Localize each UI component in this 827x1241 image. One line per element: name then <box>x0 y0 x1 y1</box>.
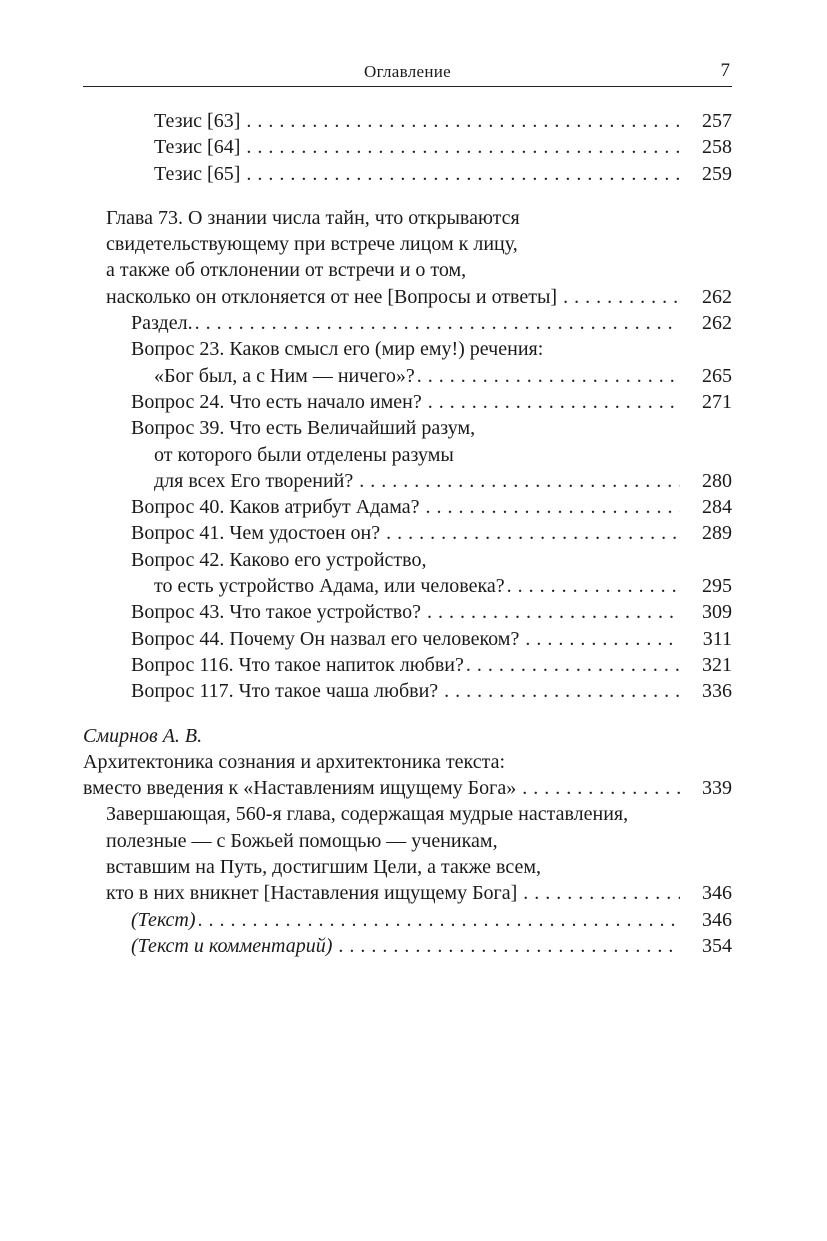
dot-leader <box>246 108 680 134</box>
dot-leader <box>426 494 681 520</box>
dot-leader <box>359 468 680 494</box>
dot-leader <box>444 678 680 704</box>
chapter-560-line-1: Завершающая, 560-я глава, содержащая мудрые наставления, <box>106 803 629 826</box>
chapter-73-title-line-2: свидетельствующему при встрече лицом к лицу, <box>106 233 518 256</box>
dot-leader <box>563 284 680 310</box>
toc-entry-thesis-65[interactable]: Тезис [65] . . . 259 <box>154 161 732 187</box>
toc-entry-q42[interactable]: то есть устройство Адама, или человека? . . . 295 <box>154 573 732 599</box>
toc-entry-q39-line-1: Вопрос 39. Что есть Величайший разум, <box>131 417 476 440</box>
chapter-560-line-2: полезные — с Божьей помощью — ученикам, <box>106 829 498 852</box>
toc-entry-q42-line-1: Вопрос 42. Каково его устройство, <box>131 548 427 571</box>
toc-entry-architectonics[interactable]: вместо введения к «Наставлениям ищущему Бога» . . . 339 <box>83 775 732 801</box>
dot-leader <box>466 652 680 678</box>
running-header <box>83 60 732 87</box>
header-page-number: 7 <box>720 60 730 81</box>
dot-leader <box>246 161 680 187</box>
dot-leader <box>338 933 680 959</box>
chapter-73-title-line-1: Глава 73. О знании числа тайн, что открываются <box>106 206 520 229</box>
toc-entry-q40[interactable]: Вопрос 40. Каков атрибут Адама? . . . 284 <box>131 494 732 520</box>
toc-entry-q24[interactable]: Вопрос 24. Что есть начало имен? . . . 271 <box>131 389 732 415</box>
dot-leader <box>523 880 680 906</box>
toc-entry-q23-line-1: Вопрос 23. Каков смысл его (мир ему!) речения: <box>131 338 544 361</box>
author-name: Смирнов А. В. <box>83 724 203 747</box>
dot-leader <box>198 907 680 933</box>
header-title: Оглавление <box>364 62 451 81</box>
dot-leader <box>246 134 680 160</box>
dot-leader <box>427 599 680 625</box>
table-of-contents <box>0 108 827 959</box>
toc-entry-text[interactable]: (Текст) . . . 346 <box>131 907 732 933</box>
toc-entry-q23[interactable]: «Бог был, а с Ним — ничего»? . . . 265 <box>154 363 732 389</box>
chapter-73-title-line-3: а также об отклонении от встречи и о том, <box>106 259 467 282</box>
dot-leader <box>195 310 680 336</box>
dot-leader <box>507 573 680 599</box>
toc-entry-q117[interactable]: Вопрос 117. Что такое чаша любви? . . . 336 <box>131 678 732 704</box>
toc-entry-q116[interactable]: Вопрос 116. Что такое напиток любви? . . . 321 <box>131 652 732 678</box>
dot-leader <box>417 363 680 389</box>
toc-entry-chapter-560[interactable]: кто в них вникнет [Наставления ищущему Бога] . . . 346 <box>106 880 732 906</box>
toc-entry-razdel[interactable]: Раздел. . . . 262 <box>131 310 732 336</box>
toc-entry-q44[interactable]: Вопрос 44. Почему Он назвал его человеком? . . . 311 <box>131 626 732 652</box>
dot-leader <box>386 520 680 546</box>
dot-leader <box>428 389 680 415</box>
toc-entry-q41[interactable]: Вопрос 41. Чем удостоен он? . . . 289 <box>131 520 732 546</box>
chapter-560-line-3: вставшим на Путь, достигшим Цели, а также всем, <box>106 856 541 879</box>
dot-leader <box>522 775 680 801</box>
toc-entry-thesis-64[interactable]: Тезис [64] . . . 258 <box>154 134 732 160</box>
toc-entry-thesis-63[interactable]: Тезис [63] . . . 257 <box>154 108 732 134</box>
toc-entry-q39-line-2: от которого были отделены разумы <box>154 443 454 466</box>
dot-leader <box>525 626 680 652</box>
toc-entry-q39[interactable]: для всех Его творений? . . . 280 <box>154 468 732 494</box>
toc-entry-chapter-73[interactable]: насколько он отклоняется от нее [Вопросы и ответы] . . . 262 <box>106 284 732 310</box>
toc-entry-text-and-commentary[interactable]: (Текст и комментарий) . . . 354 <box>131 933 732 959</box>
toc-entry-q43[interactable]: Вопрос 43. Что такое устройство? . . . 309 <box>131 599 732 625</box>
article-title-line-1: Архитектоника сознания и архитектоника текста: <box>83 750 506 773</box>
